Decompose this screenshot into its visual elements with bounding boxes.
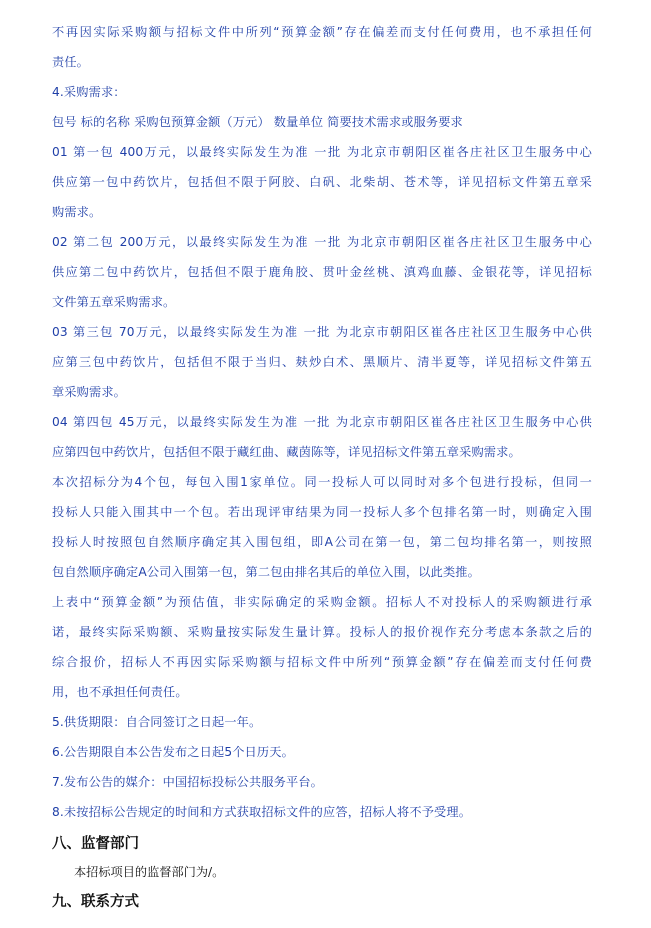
text-line: 投标人只能入围其中一个包。若出现评审结果为同一投标人多个包排名第一时，则确定入围 bbox=[52, 505, 592, 519]
supply-period: 5.供货期限：自合同签订之日起一年。 bbox=[52, 715, 262, 729]
text-line: 综合报价，招标人不再因实际采购额与招标文件中所列“预算金额”存在偏差而支付任何费 bbox=[52, 655, 592, 669]
text-line: 文件第五章采购需求。 bbox=[52, 295, 176, 309]
package-2 bbox=[52, 227, 592, 317]
text-line: 不再因实际采购额与招标文件中所列“预算金额”存在偏差而支付任何费用，也不承担任何 bbox=[52, 25, 592, 39]
text-line: 诺，最终实际采购额、采购量按实际发生量计算。投标人的报价视作充分考虑本条款之后的 bbox=[52, 625, 592, 639]
text-line: 供应第二包中药饮片，包括但不限于鹿角胶、贯叶金丝桃、滇鸡血藤、金银花等，详见招标 bbox=[52, 265, 592, 279]
package-3 bbox=[52, 317, 592, 407]
text-line: 章采购需求。 bbox=[52, 385, 127, 399]
text-line: 02 第二包 200万元，以最终实际发生为准 一批 为北京市朝阳区崔各庄社区卫生服务中心 bbox=[52, 235, 592, 249]
text-line: 上表中“预算金额”为预估值，非实际确定的采购金额。招标人不对投标人的采购额进行承 bbox=[52, 595, 592, 609]
text-line: 应第四包中药饮片，包括但不限于藏红曲、藏茵陈等，详见招标文件第五章采购需求。 bbox=[52, 445, 521, 459]
text-line: 购需求。 bbox=[52, 205, 102, 219]
package-rules bbox=[52, 467, 592, 587]
budget-estimate-note bbox=[52, 587, 592, 707]
text-line: 03 第三包 70万元，以最终实际发生为准 一批 为北京市朝阳区崔各庄社区卫生服务中心供 bbox=[52, 325, 592, 339]
section-heading-supervision: 八、监督部门 bbox=[52, 835, 139, 852]
section-heading-contact: 九、联系方式 bbox=[52, 893, 139, 910]
notice-period: 6.公告期限自本公告发布之日起5个日历天。 bbox=[52, 745, 294, 759]
text-line: 用，也不承担任何责任。 bbox=[52, 685, 188, 699]
supervision-body: 本招标项目的监督部门为/。 bbox=[74, 865, 225, 879]
text-line: 本次招标分为4个包，每包入围1家单位。同一投标人可以同时对多个包进行投标，但同一 bbox=[52, 475, 592, 489]
text-line: 01 第一包 400万元，以最终实际发生为准 一批 为北京市朝阳区崔各庄社区卫生服务中心 bbox=[52, 145, 592, 159]
publication-media: 7.发布公告的媒介：中国招标投标公共服务平台。 bbox=[52, 775, 324, 789]
package-4 bbox=[52, 407, 592, 467]
text-line: 责任。 bbox=[52, 55, 90, 69]
package-1 bbox=[52, 137, 592, 227]
procurement-needs-title: 4.采购需求： bbox=[52, 85, 126, 99]
text-line: 包自然顺序确定A公司入围第一包，第二包由排名其后的单位入围，以此类推。 bbox=[52, 565, 480, 579]
text-line: 04 第四包 45万元，以最终实际发生为准 一批 为北京市朝阳区崔各庄社区卫生服务中心供 bbox=[52, 415, 592, 429]
text-line: 应第三包中药饮片，包括但不限于当归、麸炒白术、黑顺片、清半夏等，详见招标文件第五 bbox=[52, 355, 592, 369]
late-response-note: 8.未按招标公告规定的时间和方式获取招标文件的应答，招标人将不予受理。 bbox=[52, 805, 472, 819]
document-body bbox=[52, 0, 592, 917]
budget-disclaimer-tail bbox=[52, 17, 592, 77]
requirements-table-header: 包号 标的名称 采购包预算金额（万元） 数量单位 简要技术需求或服务要求 bbox=[52, 115, 463, 129]
text-line: 投标人时按照包自然顺序确定其入围包组，即A公司在第一包，第二包均排名第一，则按照 bbox=[52, 535, 592, 549]
text-line: 供应第一包中药饮片，包括但不限于阿胶、白矾、北柴胡、苍术等，详见招标文件第五章采 bbox=[52, 175, 592, 189]
